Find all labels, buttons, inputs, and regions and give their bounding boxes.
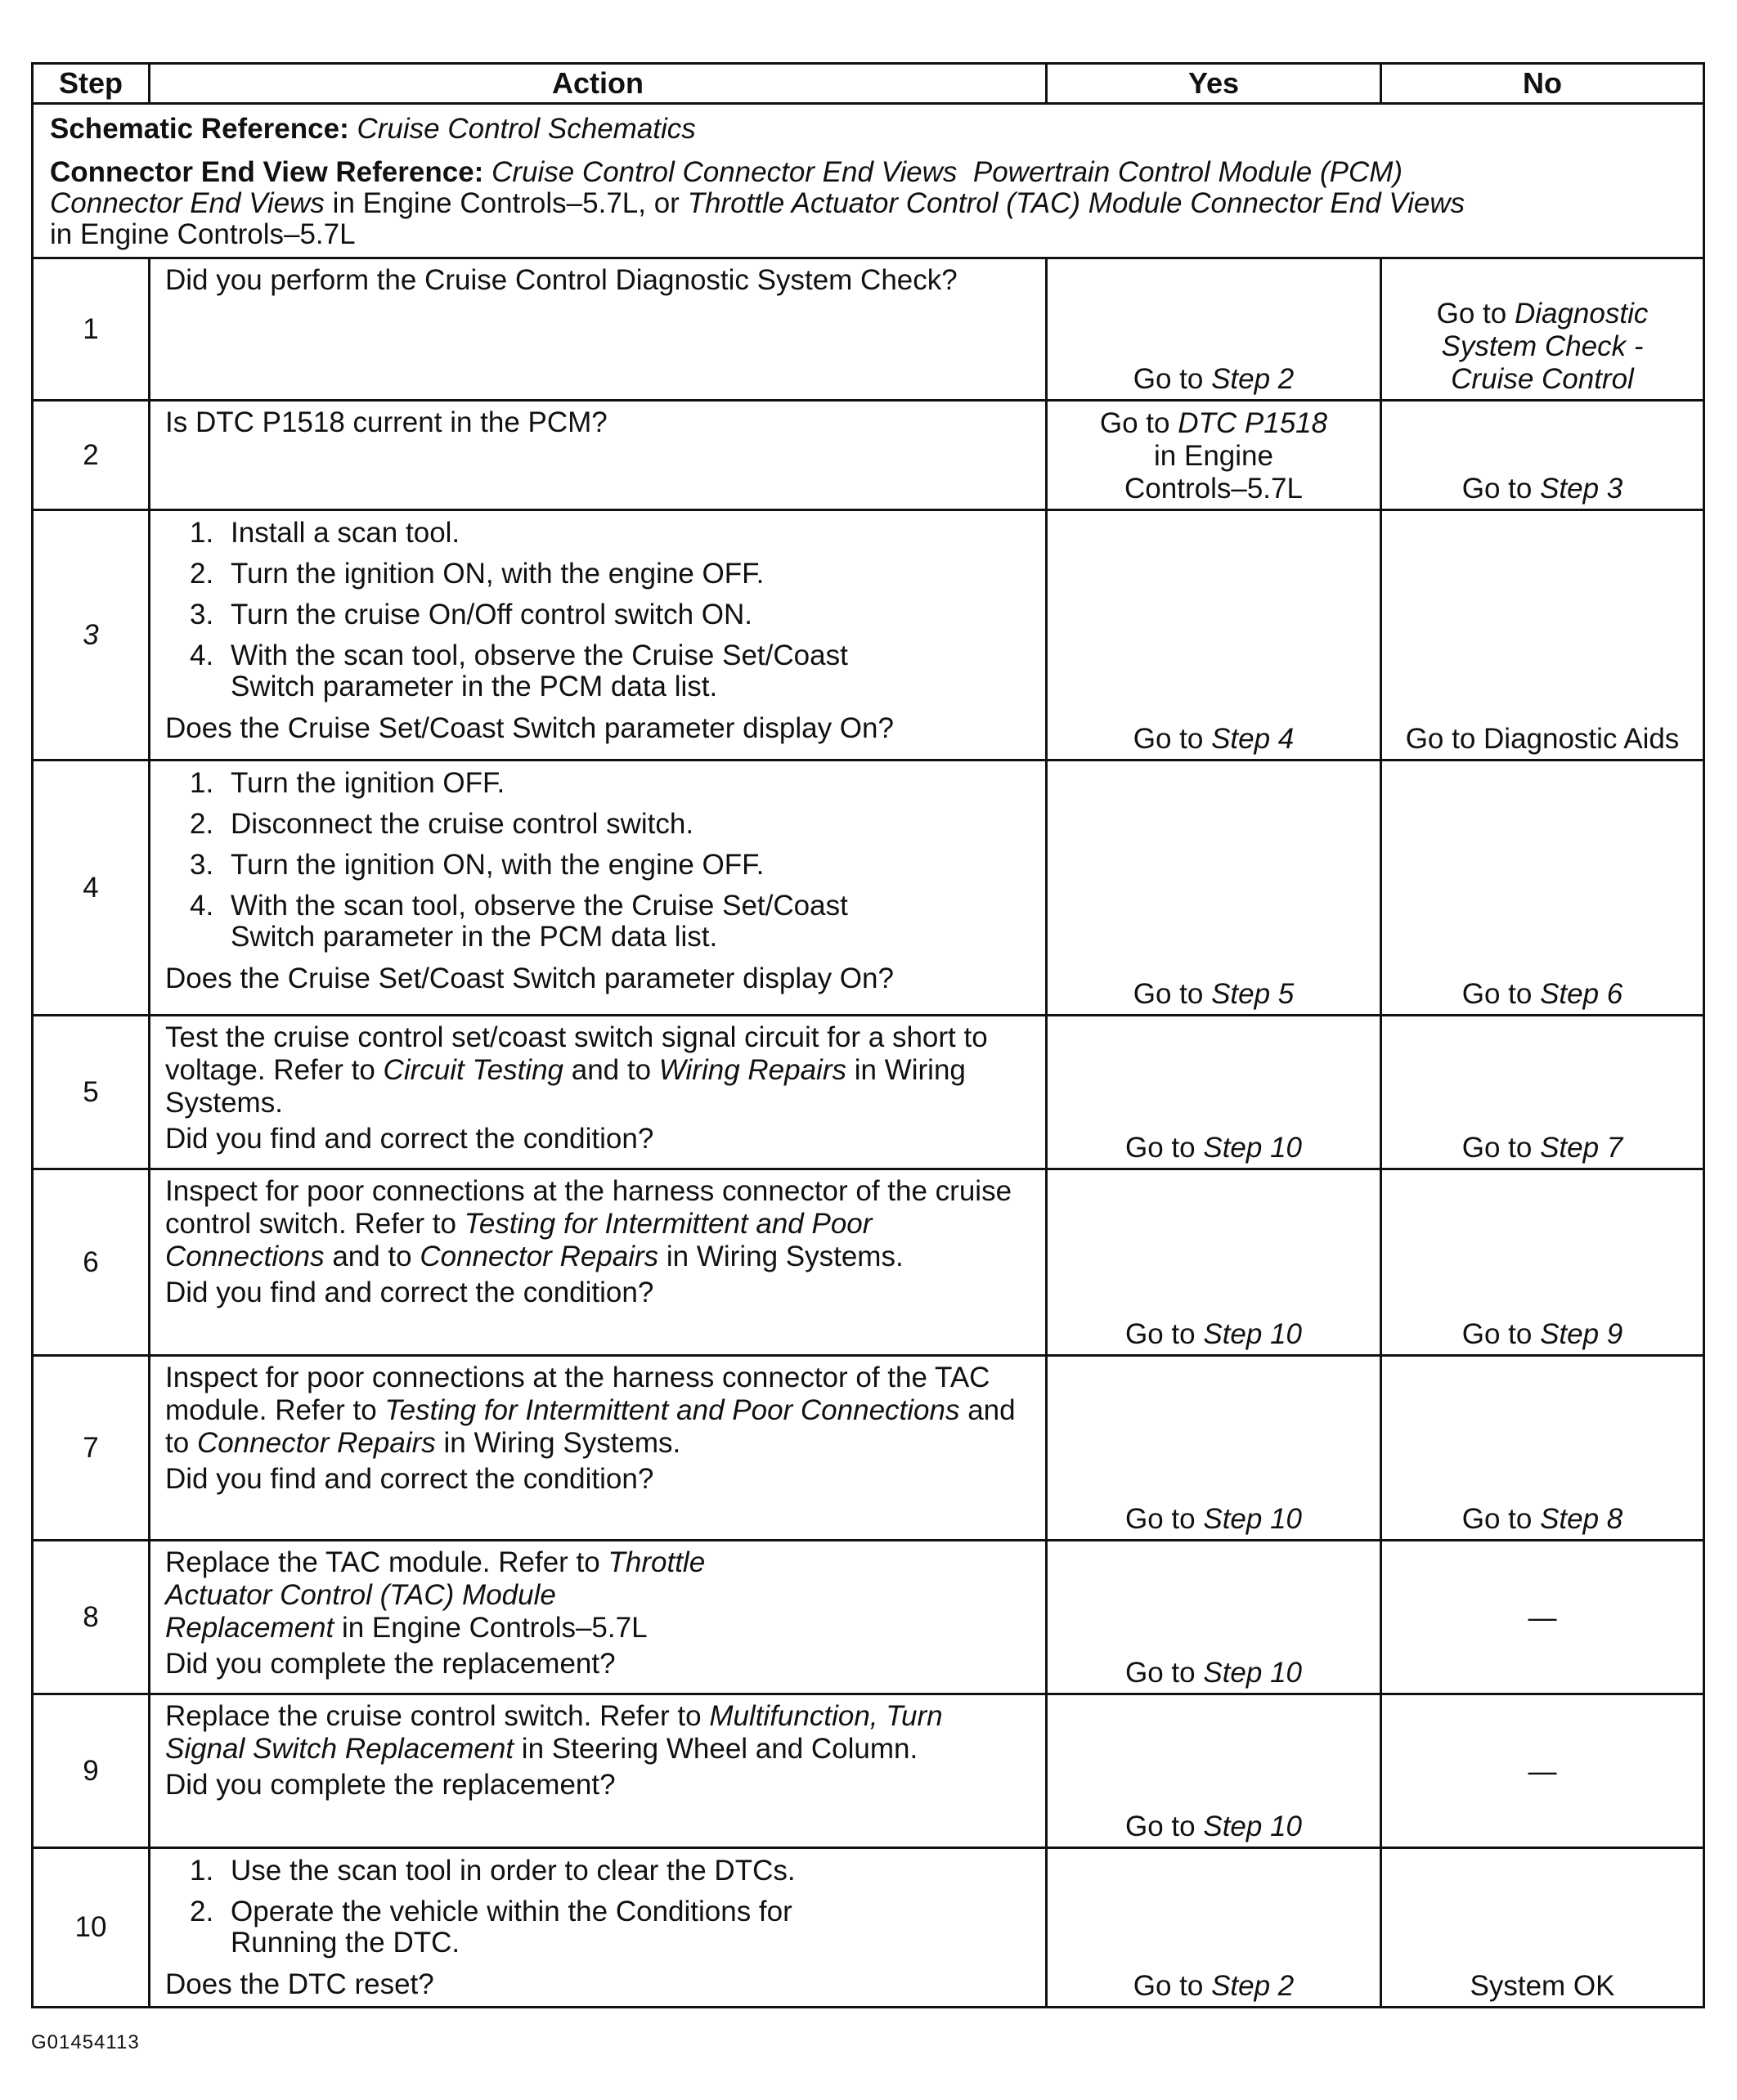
action-instruction: Test the cruise control set/coast switch signal circuit for a short to voltage. Refer to Circuit Testing and to Wiring Repairs in Wiring Systems. bbox=[165, 1021, 988, 1119]
reference-row bbox=[33, 104, 1704, 258]
yes-cell bbox=[1047, 1848, 1381, 2008]
no-cell bbox=[1381, 510, 1704, 761]
action-step: 1. Turn the ignition OFF. bbox=[190, 767, 505, 799]
header-row bbox=[33, 64, 1704, 104]
reference-link[interactable]: Connector Repairs bbox=[196, 1427, 436, 1459]
action-steps bbox=[165, 518, 1034, 702]
no-link[interactable]: Step 7 bbox=[1540, 1132, 1623, 1164]
reference-link[interactable]: Circuit Testing bbox=[383, 1054, 564, 1086]
step-number: 1 bbox=[33, 258, 150, 401]
no-link[interactable]: Step 6 bbox=[1540, 978, 1623, 1010]
yes-prefix: Go to bbox=[1099, 407, 1170, 439]
step-row-1 bbox=[33, 258, 1704, 401]
no-link[interactable]: Step 8 bbox=[1540, 1503, 1623, 1535]
no-cell bbox=[1381, 1541, 1704, 1694]
yes-cell bbox=[1047, 510, 1381, 761]
action-instruction: Inspect for poor connections at the harness connector of the cruise control switch. Refer to Testing for Intermittent and Poor Connections and to Connector Repairs in Wiring Systems. bbox=[165, 1175, 1012, 1272]
no-prefix: Go to bbox=[1461, 1503, 1533, 1535]
action-question: Did you complete the replacement? bbox=[165, 1769, 616, 1801]
yes-prefix: Go to bbox=[1133, 363, 1204, 395]
action-cell bbox=[150, 401, 1047, 510]
step-number: 6 bbox=[33, 1169, 150, 1356]
header-action: Action bbox=[150, 64, 1047, 104]
action-steps bbox=[165, 768, 1034, 953]
step-row-9 bbox=[33, 1694, 1704, 1848]
no-cell bbox=[1381, 1694, 1704, 1848]
yes-cell bbox=[1047, 1169, 1381, 1356]
connector-reference bbox=[50, 157, 1489, 250]
connector-reference-link-3[interactable]: Throttle Actuator Control (TAC) Module Connector End Views bbox=[687, 187, 1465, 219]
action-question: Did you find and correct the condition? bbox=[165, 1463, 654, 1495]
action-step: 4. With the scan tool, observe the Cruise Set/Coast Switch parameter in the PCM data list. bbox=[190, 890, 848, 953]
reference-link[interactable]: Multifunction, Turn Signal Switch Replacement bbox=[165, 1700, 943, 1765]
diagnostic-table-container bbox=[31, 62, 1703, 2008]
action-instruction: Replace the cruise control switch. Refer to Multifunction, Turn Signal Switch Replacement in Steering Wheel and Column. bbox=[165, 1700, 943, 1765]
schematic-reference-label: Schematic Reference: bbox=[50, 113, 349, 145]
connector-reference-text-1: in Engine Controls–5.7L, or bbox=[332, 187, 680, 219]
action-question: Did you perform the Cruise Control Diagnostic System Check? bbox=[165, 264, 958, 296]
action-step: 2. Turn the ignition ON, with the engine OFF. bbox=[190, 558, 765, 590]
action-question: Is DTC P1518 current in the PCM? bbox=[165, 406, 608, 438]
step-number: 10 bbox=[33, 1848, 150, 2008]
no-link[interactable]: Diagnostic System Check - Cruise Control bbox=[1441, 298, 1649, 395]
yes-link[interactable]: Step 4 bbox=[1211, 723, 1295, 755]
no-result: System OK bbox=[1470, 1970, 1615, 2002]
yes-prefix: Go to bbox=[1133, 723, 1204, 755]
no-prefix: Go to bbox=[1461, 1132, 1533, 1164]
action-question: Does the Cruise Set/Coast Switch parameter display On? bbox=[165, 962, 894, 994]
action-step: 1. Install a scan tool. bbox=[190, 517, 460, 549]
yes-cell bbox=[1047, 401, 1381, 510]
action-step: 3. Turn the ignition ON, with the engine OFF. bbox=[190, 849, 765, 881]
action-steps bbox=[165, 1855, 1034, 1959]
step-row-8 bbox=[33, 1541, 1704, 1694]
yes-cell bbox=[1047, 1541, 1381, 1694]
action-question: Did you find and correct the condition? bbox=[165, 1277, 654, 1308]
step-number: 5 bbox=[33, 1016, 150, 1169]
connector-reference-label: Connector End View Reference: bbox=[50, 156, 484, 188]
action-cell bbox=[150, 1694, 1047, 1848]
diagnostic-table bbox=[31, 62, 1705, 2008]
no-prefix: Go to bbox=[1461, 1318, 1533, 1350]
no-dash: — bbox=[1528, 1755, 1557, 1788]
yes-prefix: Go to bbox=[1133, 978, 1204, 1010]
step-number: 2 bbox=[33, 401, 150, 510]
step-number: 3 bbox=[33, 510, 150, 761]
step-row-7 bbox=[33, 1356, 1704, 1541]
no-link[interactable]: Step 3 bbox=[1540, 473, 1623, 505]
reference-link[interactable]: Wiring Repairs bbox=[658, 1054, 846, 1086]
reference-link[interactable]: Throttle Actuator Control (TAC) Module Replacement bbox=[165, 1546, 706, 1644]
no-cell bbox=[1381, 1356, 1704, 1541]
action-question: Does the DTC reset? bbox=[165, 1968, 434, 2000]
step-row-6 bbox=[33, 1169, 1704, 1356]
no-cell bbox=[1381, 1169, 1704, 1356]
step-row-3 bbox=[33, 510, 1704, 761]
action-instruction: Inspect for poor connections at the harness connector of the TAC module. Refer to Testing for Intermittent and Poor Connections and to Connector Repairs in Wiring Systems. bbox=[165, 1362, 1016, 1459]
step-row-5 bbox=[33, 1016, 1704, 1169]
action-cell bbox=[150, 258, 1047, 401]
yes-suffix: in Engine Controls–5.7L bbox=[1124, 440, 1303, 505]
yes-prefix: Go to bbox=[1125, 1132, 1196, 1164]
action-cell bbox=[150, 1848, 1047, 2008]
step-number: 4 bbox=[33, 761, 150, 1016]
action-cell bbox=[150, 510, 1047, 761]
action-cell bbox=[150, 1016, 1047, 1169]
yes-cell bbox=[1047, 1694, 1381, 1848]
no-cell bbox=[1381, 1016, 1704, 1169]
yes-prefix: Go to bbox=[1125, 1503, 1196, 1535]
yes-link[interactable]: Step 5 bbox=[1211, 978, 1295, 1010]
reference-link[interactable]: Testing for Intermittent and Poor Connections bbox=[384, 1394, 960, 1426]
reference-link[interactable]: Testing for Intermittent and Poor Connections bbox=[165, 1208, 873, 1272]
no-cell bbox=[1381, 401, 1704, 510]
yes-prefix: Go to bbox=[1125, 1657, 1196, 1689]
yes-link[interactable]: Step 10 bbox=[1203, 1657, 1302, 1689]
yes-link[interactable]: DTC P1518 bbox=[1178, 407, 1328, 439]
yes-link[interactable]: Step 2 bbox=[1211, 1970, 1295, 2002]
no-link[interactable]: Go to Diagnostic Aids bbox=[1405, 723, 1680, 755]
no-cell bbox=[1381, 761, 1704, 1016]
reference-link[interactable]: Connector Repairs bbox=[420, 1241, 659, 1272]
action-step: 2. Operate the vehicle within the Conditions for Running the DTC. bbox=[190, 1896, 792, 1959]
yes-cell bbox=[1047, 1016, 1381, 1169]
reference-cell bbox=[33, 104, 1704, 258]
step-row-4 bbox=[33, 761, 1704, 1016]
schematic-reference bbox=[50, 113, 1686, 146]
no-prefix: Go to bbox=[1461, 473, 1533, 505]
step-number: 9 bbox=[33, 1694, 150, 1848]
action-instruction: Replace the TAC module. Refer to Throttle Actuator Control (TAC) Module Replacement in Engine Controls–5.7L bbox=[165, 1546, 706, 1644]
yes-link[interactable]: Step 10 bbox=[1203, 1318, 1302, 1350]
connector-reference-text-2: in Engine Controls–5.7L bbox=[50, 218, 356, 250]
no-prefix: Go to bbox=[1461, 978, 1533, 1010]
step-row-10 bbox=[33, 1848, 1704, 2008]
no-link[interactable]: Step 9 bbox=[1540, 1318, 1623, 1350]
header-step: Step bbox=[33, 64, 150, 104]
action-step: 3. Turn the cruise On/Off control switch ON. bbox=[190, 599, 752, 630]
yes-prefix: Go to bbox=[1125, 1811, 1196, 1842]
action-question: Did you find and correct the condition? bbox=[165, 1123, 654, 1155]
yes-cell bbox=[1047, 761, 1381, 1016]
connector-reference-link-2[interactable]: Powertrain Control Module (PCM) Connector End Views bbox=[50, 156, 1403, 219]
yes-prefix: Go to bbox=[1125, 1318, 1196, 1350]
yes-cell bbox=[1047, 1356, 1381, 1541]
action-question: Does the Cruise Set/Coast Switch parameter display On? bbox=[165, 712, 894, 744]
figure-id: G01454113 bbox=[31, 2031, 140, 2053]
action-step: 1. Use the scan tool in order to clear the DTCs. bbox=[190, 1855, 796, 1887]
yes-link[interactable]: Step 10 bbox=[1203, 1132, 1302, 1164]
schematic-reference-link[interactable]: Cruise Control Schematics bbox=[357, 113, 696, 145]
yes-link[interactable]: Step 10 bbox=[1203, 1503, 1302, 1535]
header-yes: Yes bbox=[1047, 64, 1381, 104]
action-step: 4. With the scan tool, observe the Cruise Set/Coast Switch parameter in the PCM data list. bbox=[190, 639, 848, 702]
step-row-2 bbox=[33, 401, 1704, 510]
action-question: Did you complete the replacement? bbox=[165, 1648, 616, 1680]
action-cell bbox=[150, 761, 1047, 1016]
action-step: 2. Disconnect the cruise control switch. bbox=[190, 808, 694, 840]
no-dash: — bbox=[1528, 1601, 1557, 1634]
step-number: 7 bbox=[33, 1356, 150, 1541]
action-cell bbox=[150, 1169, 1047, 1356]
yes-cell bbox=[1047, 258, 1381, 401]
yes-link[interactable]: Step 10 bbox=[1203, 1811, 1302, 1842]
no-cell bbox=[1381, 258, 1704, 401]
action-cell bbox=[150, 1541, 1047, 1694]
connector-reference-link-1[interactable]: Cruise Control Connector End Views bbox=[491, 156, 958, 188]
yes-prefix: Go to bbox=[1133, 1970, 1204, 2002]
yes-link[interactable]: Step 2 bbox=[1211, 363, 1295, 395]
no-prefix: Go to bbox=[1436, 298, 1507, 330]
header-no: No bbox=[1381, 64, 1704, 104]
action-cell bbox=[150, 1356, 1047, 1541]
step-number: 8 bbox=[33, 1541, 150, 1694]
no-cell bbox=[1381, 1848, 1704, 2008]
